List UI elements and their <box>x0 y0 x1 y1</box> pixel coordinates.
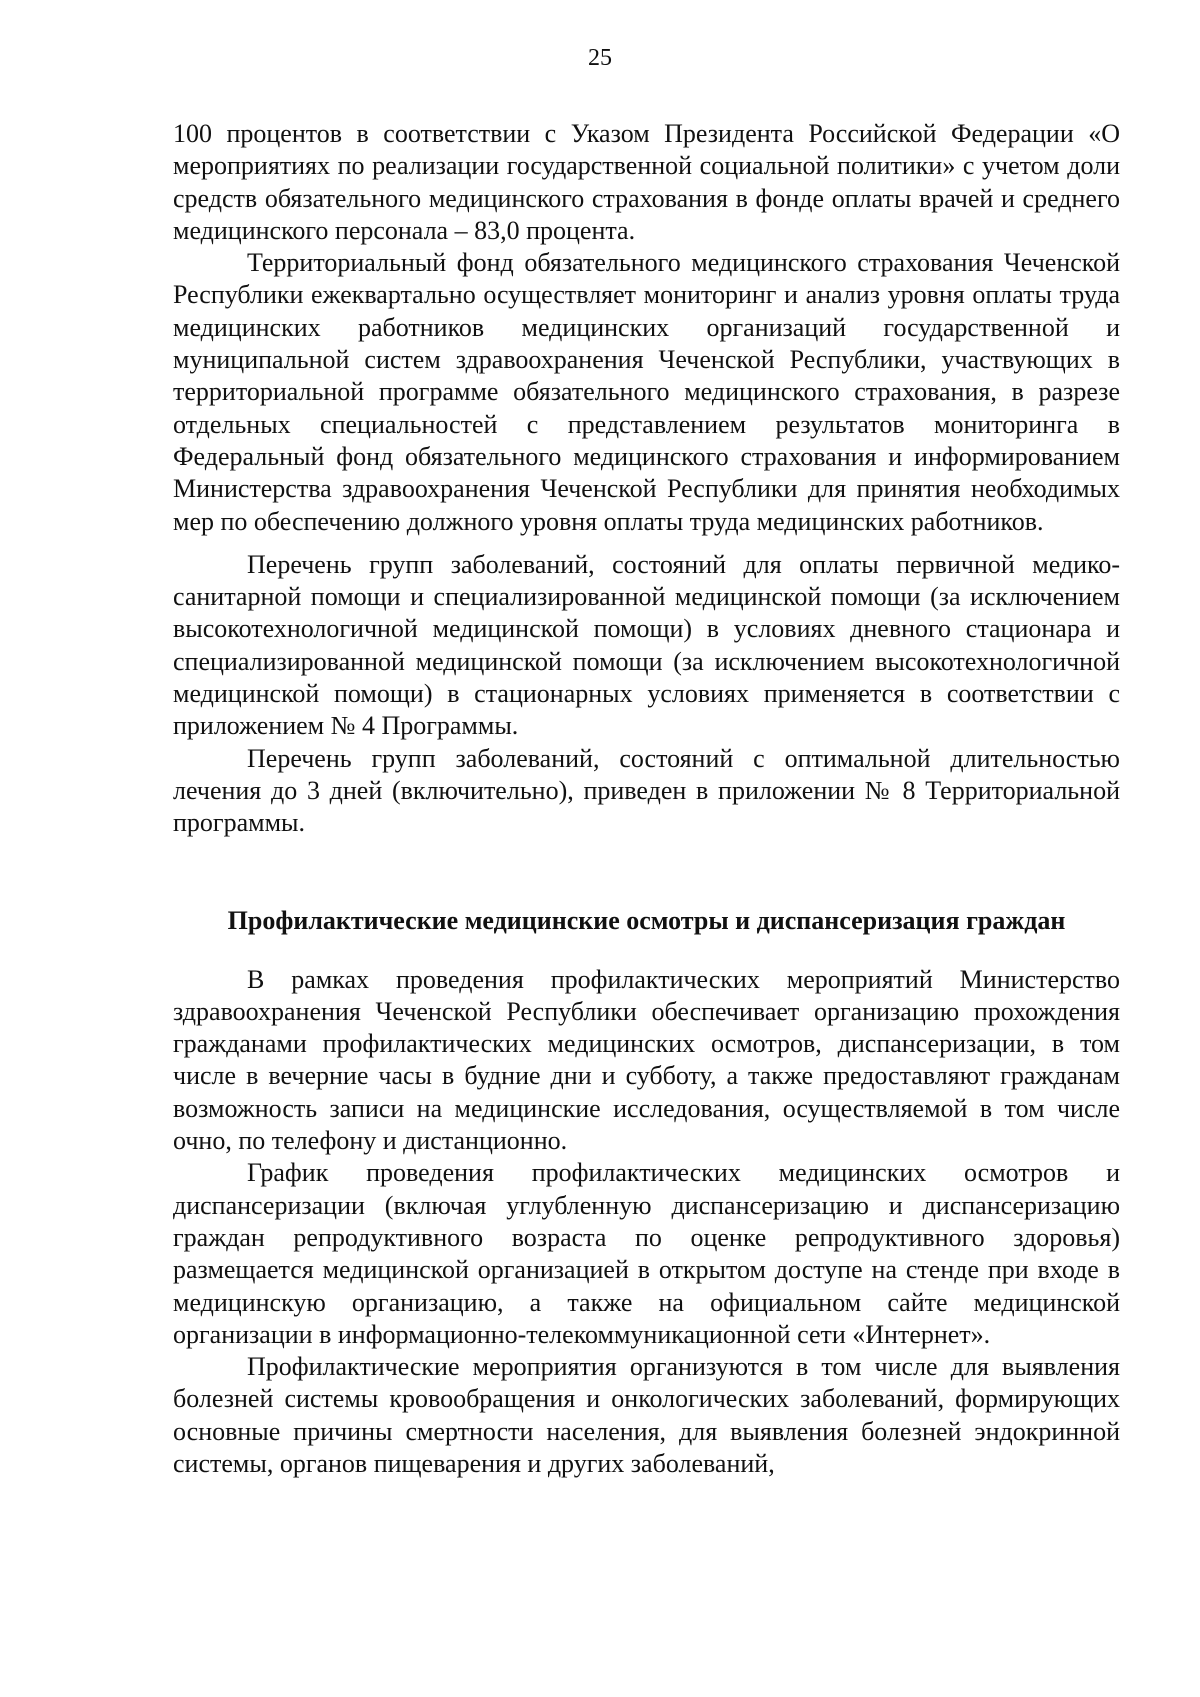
section-remuneration <box>173 118 1120 538</box>
section-preventive-exams <box>173 964 1120 1481</box>
document-body <box>173 118 1120 1480</box>
paragraph-short-stay-list: Перечень групп заболеваний, состояний с оптимальной длительностью лечения до 3 дней (включительно), приведен в приложении № 8 Территориальной программы. <box>173 743 1120 838</box>
paragraph-preventive-goals: Профилактические мероприятия организуются в том числе для выявления болезней системы кровообращения и онкологических заболеваний, формирующих основные причины смертности населения, для выявления болезней эндокринной системы, органов пищеварения и других заболеваний, <box>173 1352 1120 1478</box>
section-heading: Профилактические медицинские осмотры и диспансеризация граждан <box>227 905 1066 935</box>
paragraph-monitoring: Территориальный фонд обязательного медицинского страхования Чеченской Республики ежеквартально осуществляет мониторинг и анализ уровня оплаты труда медицинских работников медицинских организаций государственной и муниципальной систем здравоохранения Чеченской Республики, участвующих в территориальной программе обязательного медицинского страхования, в разрезе отдельных специальностей с представлением результатов мониторинга в Федеральный фонд обязательного медицинского страхования и информированием Министерства здравоохранения Чеченской Республики для принятия необходимых мер по обеспечению должного уровня оплаты труда медицинских работников. <box>173 248 1120 536</box>
paragraph-continuation: 100 процентов в соответствии с Указом Президента Российской Федерации «О мероприятиях по реализации государственной социальной политики» с учетом доли средств обязательного медицинского страхования в фонде оплаты врачей и среднего медицинского персонала – 83,0 процента. <box>173 119 1120 245</box>
paragraph-disease-groups-list: Перечень групп заболеваний, состояний для оплаты первичной медико-санитарной помощи и специализированной медицинской помощи (за исключением высокотехнологичной медицинской помощи) в условиях дневного стационара и специализированной медицинской помощи (за исключением высокотехнологичной медицинской помощи) в стационарных условиях применяется в соответствии с приложением № 4 Программы. <box>173 549 1120 741</box>
paragraph-exam-schedule: График проведения профилактических медицинских осмотров и диспансеризации (включая углубленную диспансеризацию и диспансеризацию граждан репродуктивного возраста по оценке репродуктивного здоровья) размещается медицинской организацией в открытом доступе на стенде при входе в медицинскую организацию, а также на официальном сайте медицинской организации в информационно-телекоммуникационной сети «Интернет». <box>173 1158 1120 1349</box>
page-number: 25 <box>588 45 612 71</box>
paragraph-preventive-measures: В рамках проведения профилактических мероприятий Министерство здравоохранения Чеченской Республики обеспечивает организацию прохождения гражданами профилактических медицинских осмотров, диспансеризации, в том числе в вечерние часы в будние дни и субботу, а также предоставляют гражданам возможность записи на медицинские исследования, осуществляемой в том числе очно, по телефону и дистанционно. <box>173 964 1120 1156</box>
section-disease-groups <box>173 549 1120 840</box>
